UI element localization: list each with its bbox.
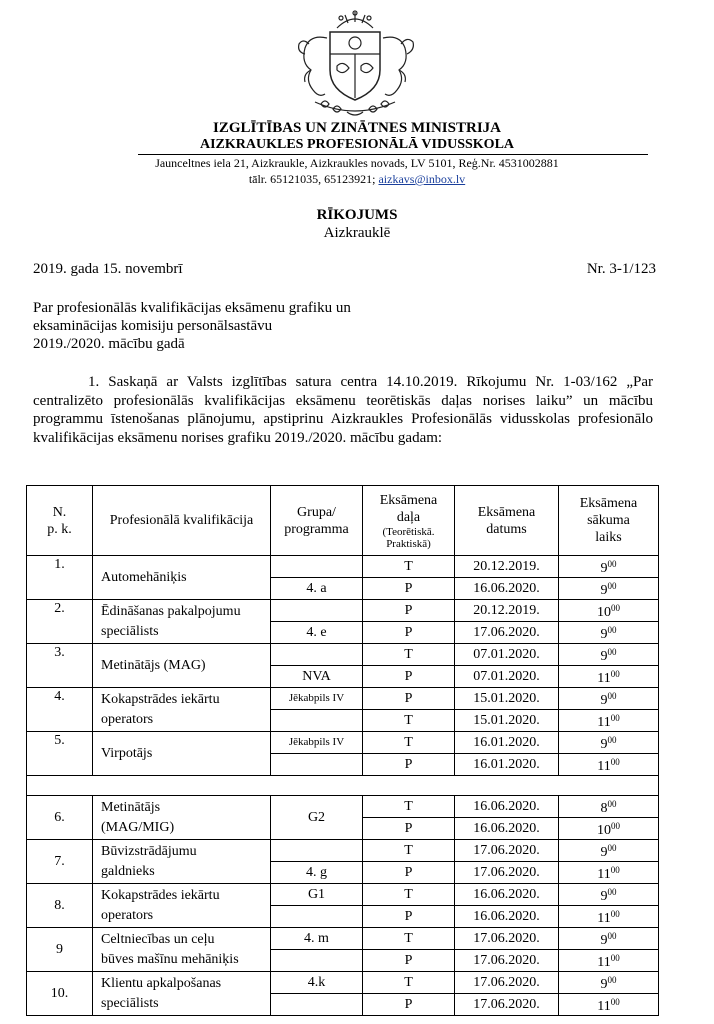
exam-start-time: $9^{00}$ <box>559 928 659 950</box>
exam-date: 17.06.2020. <box>455 972 559 994</box>
group-code: 4. g <box>271 862 363 884</box>
row-number: 1. <box>27 556 93 600</box>
exam-start-time: $9^{00}$ <box>559 622 659 644</box>
exam-part: P <box>363 666 455 688</box>
group-cell-empty <box>271 710 363 732</box>
exam-part: P <box>363 688 455 710</box>
exam-date: 17.06.2020. <box>455 928 559 950</box>
subject-line: 2019./2020. mācību gadā <box>33 336 185 352</box>
document-number: Nr. 3-1/123 <box>586 261 656 277</box>
exam-start-time: $9^{00}$ <box>559 972 659 994</box>
group-cell-empty <box>271 644 363 666</box>
document-title: RĪKOJUMS <box>316 207 398 223</box>
row-number: 5. <box>27 732 93 776</box>
table-row <box>27 928 659 950</box>
school-name: AIZKRAUKLES PROFESIONĀLĀ VIDUSSKOLA <box>199 137 515 152</box>
row-number: 8. <box>27 884 93 928</box>
exam-date: 15.01.2020. <box>455 688 559 710</box>
exam-start-time: $11^{00}$ <box>559 950 659 972</box>
group-code: NVA <box>271 666 363 688</box>
coat-of-arms-emblem <box>275 8 435 126</box>
subject-line: eksaminācijas komisiju personālsastāvu <box>33 318 273 334</box>
group-code: 4. a <box>271 578 363 600</box>
group-cell-empty <box>271 950 363 972</box>
ministry-name: IZGLĪTĪBAS UN ZINĀTNES MINISTRIJA <box>213 120 501 136</box>
group-code: 4. e <box>271 622 363 644</box>
qualification-name: Kokapstrādes iekārtu operators <box>93 688 271 732</box>
exam-start-time: $10^{00}$ <box>559 600 659 622</box>
row-number: 3. <box>27 644 93 688</box>
group-code: G1 <box>271 884 363 906</box>
qualification-name: Klientu apkalpošanas speciālists <box>93 972 271 1016</box>
row-number: 4. <box>27 688 93 732</box>
group-code: Jēkabpils IV <box>271 732 363 754</box>
exam-part: T <box>363 556 455 578</box>
group-code: 4.k <box>271 972 363 994</box>
exam-date: 17.06.2020. <box>455 840 559 862</box>
group-cell-empty <box>271 994 363 1016</box>
group-code: Jēkabpils IV <box>271 688 363 710</box>
exam-date: 17.06.2020. <box>455 622 559 644</box>
group-cell-empty <box>271 754 363 776</box>
col-header-start-time: Eksāmena sākuma laiks <box>559 486 659 556</box>
exam-start-time: $9^{00}$ <box>559 556 659 578</box>
exam-date: 07.01.2020. <box>455 666 559 688</box>
exam-date: 16.01.2020. <box>455 732 559 754</box>
exam-part: P <box>363 950 455 972</box>
exam-start-time: $9^{00}$ <box>559 578 659 600</box>
exam-part: P <box>363 578 455 600</box>
exam-start-time: $11^{00}$ <box>559 862 659 884</box>
phone-numbers: tālr. 65121035, 65123921; <box>248 172 376 186</box>
exam-part: T <box>363 972 455 994</box>
exam-part: T <box>363 710 455 732</box>
group-cell-empty <box>271 600 363 622</box>
exam-date: 15.01.2020. <box>455 710 559 732</box>
row-number: 6. <box>27 796 93 840</box>
exam-part: T <box>363 644 455 666</box>
exam-date: 16.06.2020. <box>455 578 559 600</box>
order-paragraph: 1. Saskaņā ar Valsts izglītības satura centra 14.10.2019. Rīkojumu Nr. 1-03/162 „Par centralizēto profesionālās kvalifikācijas eksāmenu teorētiskās daļas norises laiku” un mācību programmu īstenošanas plānojumu, apstiprinu Aizkraukles Profesionālās vidusskolas profesionālo kvalifikācijas eksāmenu norises grafiku 2019./2020. mācību gadam: <box>33 374 653 446</box>
exam-date: 16.06.2020. <box>455 884 559 906</box>
exam-part: P <box>363 906 455 928</box>
exam-part: T <box>363 928 455 950</box>
exam-start-time: $10^{00}$ <box>559 818 659 840</box>
col-header-exam-date: Eksāmena datums <box>455 486 559 556</box>
exam-part: P <box>363 600 455 622</box>
qualification-name: Metinātājs (MAG/MIG) <box>93 796 271 840</box>
table-row <box>27 644 659 666</box>
group-code: 4. m <box>271 928 363 950</box>
exam-date: 20.12.2019. <box>455 556 559 578</box>
qualification-name: Ēdināšanas pakalpojumu speciālists <box>93 600 271 644</box>
exam-start-time: $9^{00}$ <box>559 840 659 862</box>
group-cell-empty <box>271 840 363 862</box>
group-code: G2 <box>271 796 363 840</box>
col-header-group: Grupa/ programma <box>271 486 363 556</box>
exam-start-time: $9^{00}$ <box>559 732 659 754</box>
row-number: 10. <box>27 972 93 1016</box>
exam-date: 17.06.2020. <box>455 994 559 1016</box>
exam-date: 20.12.2019. <box>455 600 559 622</box>
col-header-number: N. p. k. <box>27 486 93 556</box>
exam-date: 17.06.2020. <box>455 862 559 884</box>
table-row <box>27 972 659 994</box>
exam-start-time: $9^{00}$ <box>559 688 659 710</box>
exam-part: P <box>363 622 455 644</box>
contact-line <box>0 172 714 187</box>
subject-line: Par profesionālās kvalifikācijas eksāmenu grafiku un <box>33 300 351 316</box>
document-date: 2019. gada 15. novembrī <box>33 261 183 277</box>
group-cell-empty <box>271 906 363 928</box>
col-header-exam-part: Eksāmena daļa (Teorētiskā. Praktiskā) <box>363 486 455 556</box>
exam-date: 07.01.2020. <box>455 644 559 666</box>
exam-part: T <box>363 840 455 862</box>
table-header-row <box>27 486 659 556</box>
exam-date: 16.06.2020. <box>455 796 559 818</box>
document-subject <box>33 299 413 353</box>
table-row <box>27 796 659 818</box>
exam-start-time: $8^{00}$ <box>559 796 659 818</box>
exam-start-time: $11^{00}$ <box>559 906 659 928</box>
exam-date: 16.01.2020. <box>455 754 559 776</box>
exam-part: P <box>363 862 455 884</box>
exam-start-time: $9^{00}$ <box>559 884 659 906</box>
school-address: Jaunceltnes iela 21, Aizkraukle, Aizkraukles novads, LV 5101, Reģ.Nr. 4531002881 <box>155 156 559 170</box>
qualification-name: Kokapstrādes iekārtu operators <box>93 884 271 928</box>
exam-part: P <box>363 994 455 1016</box>
table-row <box>27 600 659 622</box>
exam-start-time: $11^{00}$ <box>559 710 659 732</box>
table-row <box>27 732 659 754</box>
exam-part: P <box>363 818 455 840</box>
group-cell-empty <box>271 556 363 578</box>
exam-part: P <box>363 754 455 776</box>
qualification-name: Būvizstrādājumu galdnieks <box>93 840 271 884</box>
row-number: 2. <box>27 600 93 644</box>
exam-start-time: $11^{00}$ <box>559 994 659 1016</box>
qualification-name: Metinātājs (MAG) <box>93 644 271 688</box>
table-row <box>27 556 659 578</box>
header-divider <box>138 154 648 155</box>
row-number: 9 <box>27 928 93 972</box>
col-header-qualification: Profesionālā kvalifikācija <box>93 486 271 556</box>
exam-date: 16.06.2020. <box>455 906 559 928</box>
exam-start-time: $11^{00}$ <box>559 754 659 776</box>
exam-schedule-table <box>26 485 659 1016</box>
document-place: Aizkrauklē <box>323 225 391 241</box>
row-number: 7. <box>27 840 93 884</box>
exam-date: 17.06.2020. <box>455 950 559 972</box>
qualification-name: Automehāniķis <box>93 556 271 600</box>
exam-start-time: $11^{00}$ <box>559 666 659 688</box>
qualification-name: Virpotājs <box>93 732 271 776</box>
table-row <box>27 688 659 710</box>
exam-part: T <box>363 732 455 754</box>
exam-date: 16.06.2020. <box>455 818 559 840</box>
blank-separator-row <box>27 776 659 796</box>
exam-part: T <box>363 796 455 818</box>
table-row <box>27 840 659 862</box>
exam-start-time: $9^{00}$ <box>559 644 659 666</box>
table-row <box>27 884 659 906</box>
email-link[interactable]: aizkavs@inbox.lv <box>378 172 466 186</box>
qualification-name: Celtniecības un ceļu būves mašīnu mehāniķis <box>93 928 271 972</box>
exam-part: T <box>363 884 455 906</box>
